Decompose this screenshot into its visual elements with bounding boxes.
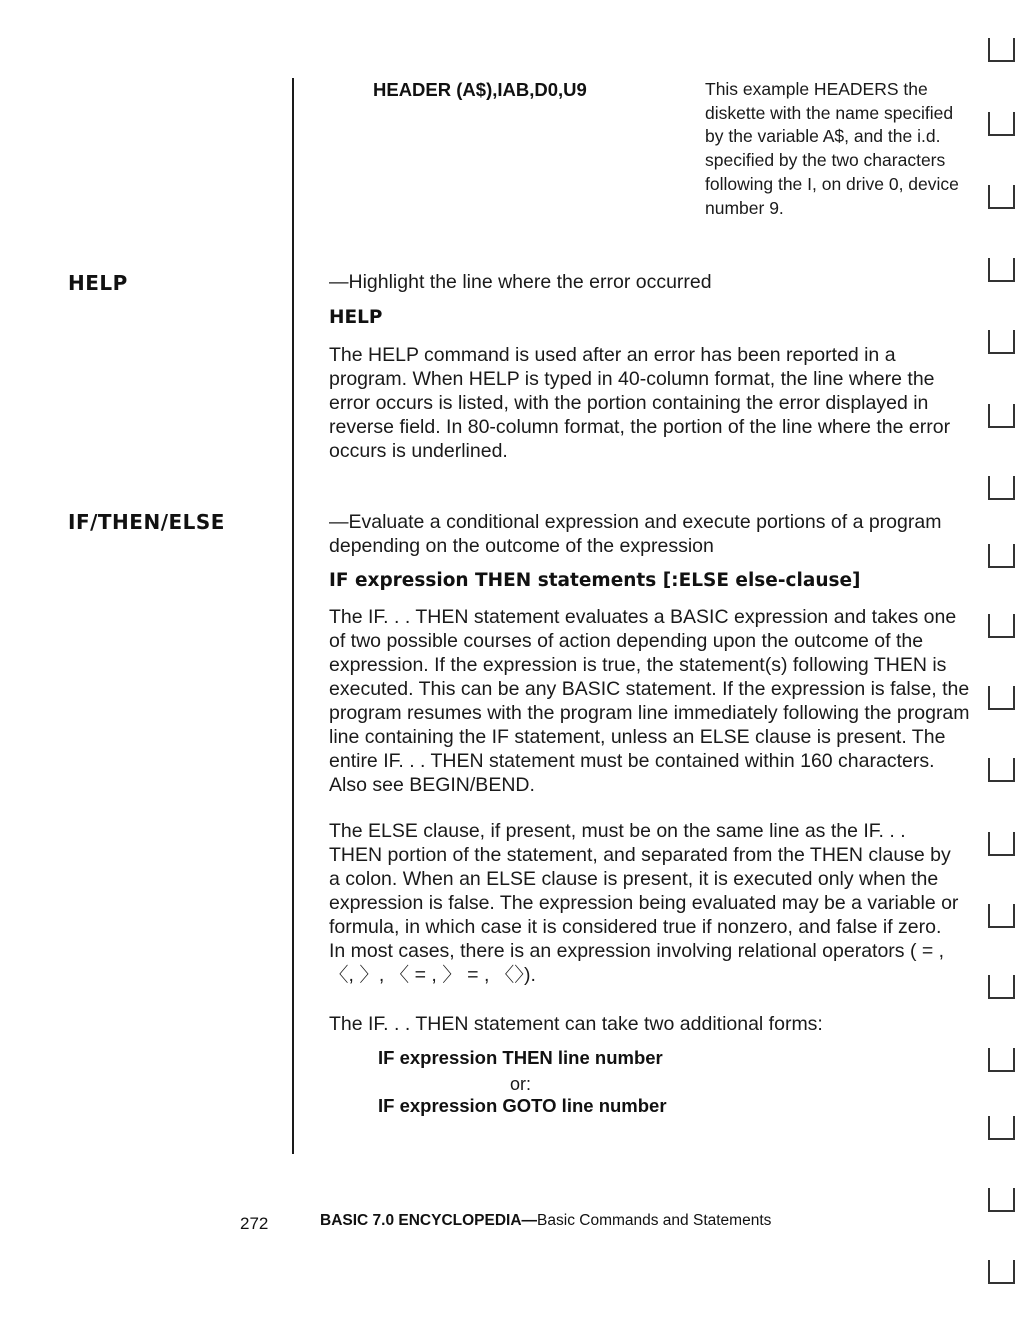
if-paragraph-1: The IF. . . THEN statement evaluates a BASIC expression and takes one of two possible courses of action depending upon the outcome of the expression. If the expression is true, the statement(s) following THEN is executed. This can be any BASIC statement. If the expression is false, the program resumes with the program line immediately following the program line containing the IF statement, unless an ELSE clause is present. The entire IF. . . THEN statement must be contained within 160 characters. Also see BEGIN/BEND. — [329, 606, 970, 796]
if-paragraph-2: The ELSE clause, if present, must be on the same line as the IF. . . THEN portion of the statement, and separated from the THEN clause by a colon. When an ELSE clause is present, it is executed only when the expression is false. The expression being evaluated may be a variable or formula, in which case it is considered true if nonzero, and false if zero. In most cases, there is an expression involving relational operators ( = , 〈, 〉, 〈 = , 〉 = , 〈〉). — [329, 820, 959, 986]
binder-hole-mark — [988, 185, 1015, 209]
if-form-or: or: — [510, 1074, 532, 1094]
binder-hole-mark — [988, 832, 1015, 856]
binder-hole-mark — [988, 38, 1015, 62]
help-body: The HELP command is used after an error has been reported in a program. When HELP is typed in 40-column format, the line where the error occurs is listed, with the portion containing the error displayed in reverse field. In 80-column format, the portion of the line where the error occurs is underlined. — [329, 344, 951, 462]
book-title: BASIC 7.0 ENCYCLOPEDIA— — [320, 1212, 538, 1229]
binder-hole-mark — [988, 975, 1015, 999]
example-description: This example HEADERS the diskette with the name specified by the variable A$, and the i.d. specified by the two characters following the I, on drive 0, device number 9. — [705, 79, 959, 218]
help-side-heading: HELP — [68, 271, 128, 295]
binder-hole-mark — [988, 258, 1015, 282]
binder-hole-mark — [988, 614, 1015, 638]
binder-hole-mark — [988, 904, 1015, 928]
binder-hole-mark — [988, 1260, 1015, 1284]
if-paragraph-3: The IF. . . THEN statement can take two additional forms: — [329, 1013, 823, 1035]
binder-hole-mark — [988, 758, 1015, 782]
if-form-1: IF expression THEN line number — [378, 1047, 663, 1068]
binder-hole-mark — [988, 112, 1015, 136]
if-summary: —Evaluate a conditional expression and execute portions of a program depending on the outcome of the expression — [329, 511, 942, 557]
section-title: Basic Commands and Statements — [537, 1212, 772, 1229]
binder-hole-mark — [988, 686, 1015, 710]
binder-hole-mark — [988, 330, 1015, 354]
binder-hole-mark — [988, 544, 1015, 568]
help-summary: —Highlight the line where the error occurred — [329, 271, 712, 293]
binder-hole-mark — [988, 1048, 1015, 1072]
margin-rule — [292, 78, 294, 1154]
page-number: 272 — [240, 1214, 269, 1233]
example-statement: HEADER (A$),IAB,D0,U9 — [373, 79, 587, 100]
binder-hole-mark — [988, 1188, 1015, 1212]
binder-hole-mark — [988, 1116, 1015, 1140]
footer-title — [320, 1212, 771, 1230]
help-heading: HELP — [329, 307, 383, 328]
if-form-2: IF expression GOTO line number — [378, 1095, 667, 1116]
binder-hole-mark — [988, 476, 1015, 500]
if-side-heading: IF/THEN/ELSE — [68, 510, 225, 534]
binder-hole-mark — [988, 404, 1015, 428]
if-syntax-heading: IF expression THEN statements [:ELSE else-clause] — [329, 570, 861, 591]
